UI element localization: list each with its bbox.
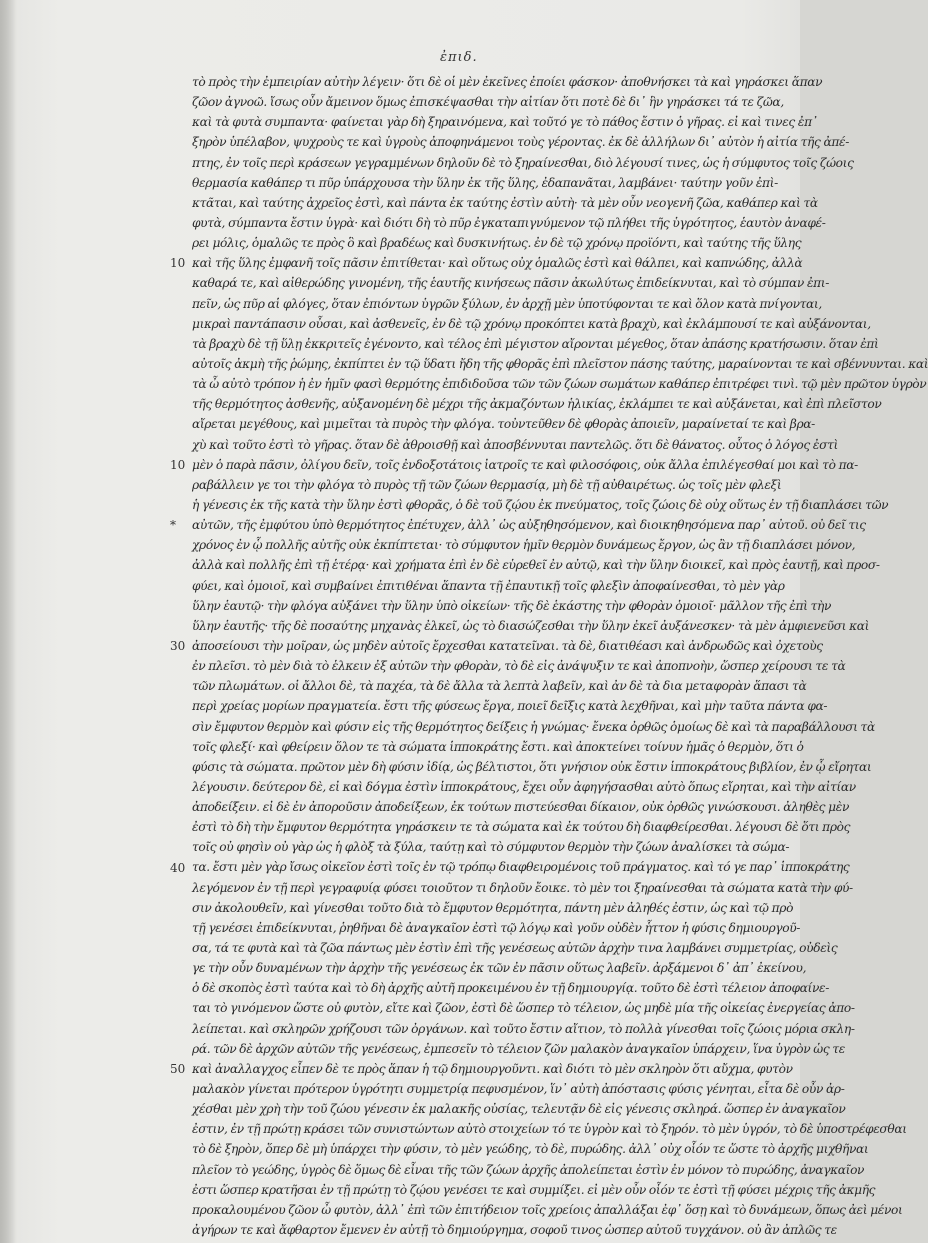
text-line: τὰ βραχὺ δὲ τῇ ὕλῃ ἐκκριτεῖς ἐγένοντο, καὶ τέλος ἐπὶ μέγιστον αἴρονται μέγεθος, ὅταν ἀπάσης κρατήσωσιν. ὅταν ἐπὶ xyxy=(192,336,879,351)
text-line: ἡ γένεσις ἐκ τῆς κατὰ τὴν ὕλην ἐστὶ φθορᾶς, ὁ δὲ τοῦ ζῴου ἐκ πνεύματος, τοῖς ζώοις δὲ οὐχ οὕτως ἐν τῇ διαπλάσει τῶν xyxy=(192,497,889,512)
text-line: τῶν πλωμάτων. οἱ ἄλλοι δὲ, τὰ παχέα, τὰ δὲ ἄλλα τὰ λεπτὰ λαβεῖν, καὶ ἀν δὲ τὰ δια μεταφορὰν ἅπασι τὰ xyxy=(192,679,807,694)
text-line: ἐστὶ τὸ δὴ τὴν ἔμφυτον θερμότητα γηράσκειν τε τὰ σώματα καὶ ἐκ τούτου δὴ διαφθείρεσθαι. λέγουσι δὲ ὅτι πρὸς xyxy=(192,820,851,835)
text-line: ξηρὸν ὑπέλαβον, ψυχροὺς τε καὶ ὑγροὺς ἀποφηνάμενοι τοὺς γέροντας. ἐκ δὲ ἀλλήλων δι᾽ αὐτὸν ἡ αἰτία τῆς ἀπέ- xyxy=(192,135,849,150)
text-line: ρά. τῶν δὲ ἀρχῶν αὐτῶν τῆς γενέσεως, ἐμπεσεῖν τὸ τέλειον ζῶν μαλακὸν ἀναγκαῖον ὑπάρχειν, ἵνα ὑγρὸν ὡς τε xyxy=(192,1041,845,1056)
text-line: τοῖς οὐ φησὶν οὐ γὰρ ὡς ἡ φλὸξ τὰ ξύλα, ταύτῃ καὶ τὸ σύμφυτον θερμὸν τὴν ζώων ἀναλίσκει τὰ σώμα- xyxy=(192,840,790,855)
text-line: ζῶον ἀγνοῶ. ἴσως οὖν ἄμεινον ὅμως ἐπισκέψασθαι τὴν αἰτίαν ὅτι ποτὲ δὲ δι᾽ ἣν γηράσκει τά τε ζῶα, xyxy=(192,95,784,110)
text-line: τὰ ὦ αὐτὸ τρόπον ἡ ἐν ἡμῖν φασὶ θερμότης ἐπιδιδοῦσα τῶν τῶν ζώων σωμάτων καθάπερ ἐπιτρέφει τινὶ. τῷ μὲν πρῶτον ὑγρὸν xyxy=(192,377,927,392)
text-line: σα, τά τε φυτὰ καὶ τὰ ζῶα πάντως μὲν ἐστὶν ἐπὶ τῆς γενέσεως αὐτῶν ἀρχὴν τινα λαμβάνει συμμετρίας, οὐδεὶς xyxy=(192,941,838,956)
text-line: λείπεται. καὶ σκληρῶν χρήζουσι τῶν ὀργάνων. καὶ τοῦτο ἔστιν αἴτιον, τὸ πολλὰ γίνεσθαι τοῖς ζώοις μόρια σκλη- xyxy=(192,1021,855,1036)
text-line: σιν ἀκολουθεῖν, καὶ γίνεσθαι τοῦτο διὰ τὸ ἔμφυτον θερμότητα, πάντη μὲν ἀληθές ἐστιν, ὡς καὶ τῷ πρὸ xyxy=(192,900,794,915)
greek-text-block xyxy=(192,72,928,1240)
text-line: ἐστιν, ἐν τῇ πρώτῃ κράσει τῶν συνιστώντων αὐτὸ στοιχείων τό τε ὑγρὸν καὶ τὸ ξηρόν. τὸ μὲν ὑγρόν, τὸ δὲ ὑποστρέφεσθαι xyxy=(192,1122,907,1137)
margin-line-number: 40 xyxy=(170,860,186,875)
text-line: προκαλουμένου ζῶον ὦ φυτὸν, ἀλλ᾽ ἐπὶ τῶν ἐπιτήδειον τοῖς χρείοις ἀπαλλάξαι ἐφ᾽ ὅσῃ καὶ τὸ δυνάμεων, ὅπως ἀεὶ μένοι xyxy=(192,1202,903,1217)
text-line: περὶ χρείας μορίων πραγματεία. ἔστι τῆς φύσεως ἔργα, ποιεῖ δεῖξις κατὰ λεχθῆναι, καὶ μὴν ταῦτα πάντα φα- xyxy=(192,699,828,714)
text-line: αὐτοῖς ἀκμὴ τῆς ῥώμης, ἐκπίπτει ἐν τῷ ὕδατι ἤδη τῆς φθορᾶς ἐπὶ πλεῖστον πάσης ταύτης, μαραίνονται τε καὶ σβέννυνται. καὶ xyxy=(192,356,928,371)
text-line: πτης, ἐν τοῖς περὶ κράσεων γεγραμμένων δηλοῦν δὲ τὸ ξηραίνεσθαι, διὸ λέγουσί τινες, ὡς ἡ σύμφυτος τοῖς ζώοις xyxy=(192,155,854,170)
text-line: καὶ τὰ φυτὰ συμπαντα· φαίνεται γὰρ δὴ ξηραινόμενα, καὶ τοῦτό γε τὸ πάθος ἔστιν ὁ γῆρας. εἰ καὶ τινες ἐπ᾽ xyxy=(192,115,818,130)
text-line: πλεῖον τὸ γεώδης, ὑγρὸς δὲ ὅμως δὲ εἶναι τῆς τῶν ζώων ἀρχῆς ἀπολείπεται ἐστὶν ἐν μόνον τὸ πυρώδης, ἀναγκαῖον xyxy=(192,1162,865,1177)
text-line: μαλακὸν γίνεται πρότερον ὑγρότητι συμμετρίᾳ πεφυσμένον, ἵν᾽ αὐτὴ ἀπόστασις φύσις γένηται, εἶτα δὲ οὖν ἀρ- xyxy=(192,1082,845,1097)
text-line: κτᾶται, καὶ ταύτης ἀχρεῖος ἐστὶ, καὶ πάντα ἐκ ταύτης ἐστὶν αὐτὴ· τὰ μὲν οὖν νεογενῆ ζῶα, καθάπερ καὶ τὰ xyxy=(192,195,818,210)
text-line: ἐν πλεῖσι. τὸ μὲν διὰ τὸ ἑλκειν ἐξ αὐτῶν τὴν φθορὰν, τὸ δὲ εἰς ἀνάψυξιν τε καὶ ἀποπνοὴν, ὥσπερ χείρουσι τε τὰ xyxy=(192,659,846,674)
text-line: καθαρά τε, καὶ αἰθερώδης γινομένη, τῆς ἑαυτῆς κινήσεως πᾶσιν ἀκωλύτως ἐπιδείκνυται, καὶ τὸ σύμπαν ἐπι- xyxy=(192,276,830,291)
margin-line-number: 10 xyxy=(170,457,186,472)
text-line: ἀποδείξειν. εἰ δὲ ἐν ἀποροῦσιν ἀποδείξεων, ἐκ τούτων πιστεύεσθαι δίκαιον, οὐκ ὀρθῶς γινώσκουσι. ἀληθὲς μὲν xyxy=(192,800,849,815)
text-line: τοῖς φλεξί· καὶ φθείρειν ὅλον τε τὰ σώματα ἱπποκράτης ἔστι. καὶ ἀποκτείνει τοίνυν ἡμᾶς ὁ θερμὸν, ὅτι ὁ xyxy=(192,739,804,754)
running-head: ἐπιδ. xyxy=(440,50,478,65)
text-line: φυτὰ, σύμπαντα ἔστιν ὑγρὰ· καὶ διότι δὴ τὸ πῦρ ἐγκαταπιγνύμενον τῷ πλήθει τῆς ὑγρότητος, ἑαυτὸν ἀναφέ- xyxy=(192,215,826,230)
text-line: χὺ καὶ τοῦτο ἐστὶ τὸ γῆρας. ὅταν δὲ ἀθροισθῇ καὶ ἀποσβέννυται παντελῶς. ὅτι δὲ θάνατος. οὗτος ὁ λόγος ἐστὶ xyxy=(192,437,838,452)
text-line: ἐστι ὥσπερ κρατῆσαι ἐν τῇ πρώτῃ τὸ ζῴου γενέσει τε καὶ συμμίξει. εἰ μὲν οὖν οἷόν τε ἐστὶ τῇ φύσει μέχρις τῆς ἀκμῆς xyxy=(192,1182,876,1197)
text-line: τα. ἔστι μὲν γὰρ ἴσως οἰκεῖον ἐστὶ τοῖς ἐν τῷ τρόπῳ διαφθειρομένοις τοῦ πράγματος. καὶ τό γε παρ᾽ ἱπποκράτης xyxy=(192,860,850,875)
text-line: λεγόμενον ἐν τῇ περὶ γεγραφυίᾳ φύσει τοιοῦτον τι δηλοῦν ἔοικε. τὸ μὲν τοι ξηραίνεσθαι τὰ σώματα κατὰ τὴν φύ- xyxy=(192,880,853,895)
text-line: μικραὶ παντάπασιν οὖσαι, καὶ ἀσθενεῖς, ἐν δὲ τῷ χρόνῳ προκόπτει κατὰ βραχὺ, καὶ ἐκλάμπουσί τε καὶ αὐξάνονται, xyxy=(192,316,871,331)
text-line: σὶν ἔμφυτον θερμὸν καὶ φύσιν εἰς τῆς θερμότητος δείξεις ἡ γνώμας· ἔνεκα ὀρθῶς ὁμοίως δὲ καὶ τὰ παραβάλλουσι τὰ xyxy=(192,719,875,734)
text-line: ρει μόλις, ὁμαλῶς τε πρὸς ὃ καὶ βραδέως καὶ δυσκινήτως. ἐν δὲ τῷ χρόνῳ προϊόντι, καὶ ταύτης τῆς ὕλης xyxy=(192,236,802,251)
margin-line-number: 50 xyxy=(170,1062,186,1077)
text-line: τὸ πρὸς τὴν ἐμπειρίαν αὐτὴν λέγειν· ὅτι δὲ οἱ μὲν ἐκεῖνες ἐποίει φάσκον· ἀποθνήσκει τὰ καὶ γηράσκει ἅπαν xyxy=(192,75,823,89)
text-line: ἀλλὰ καὶ πολλῆς ἐπὶ τῇ ἑτέρᾳ· καὶ χρήματα ἐπὶ ἐν δὲ εὑρεθεῖ ἐν αὐτῷ, καὶ τὴν ὕλην διοικεῖ, καὶ πρὸς ἑαυτῇ, καὶ προσ- xyxy=(192,558,880,573)
text-line: φύει, καὶ ὁμοιοῖ, καὶ συμβαίνει ἐπιτιθέναι ἅπαντα τῇ ἐπαυτικῇ τοῖς φλεξὶν ἀποφαίνεσθαι, τὸ μὲν γὰρ xyxy=(192,578,785,593)
gutter-shadow xyxy=(0,0,16,1243)
margin-line-number: 10 xyxy=(170,256,186,271)
margin-line-number: * xyxy=(170,518,176,533)
text-line: χέσθαι μὲν χρὴ τὴν τοῦ ζώου γένεσιν ἐκ μαλακῆς οὐσίας, τελευτᾷν δὲ εἰς γένεσις σκληρά. ὥσπερ ἐν ἀναγκαῖον xyxy=(192,1102,846,1117)
text-line: πεῖν, ὡς πῦρ αἱ φλόγες, ὅταν ἐπιόντων ὑγρῶν ξύλων, ἐν ἀρχῇ μὲν ὑποτύφονται τε καὶ ὅλον κατὰ πνίγονται, xyxy=(192,296,822,311)
text-line: λέγουσιν. δεύτερον δὲ, εἰ καὶ δόγμα ἐστὶν ἱπποκράτους, ἔχει οὖν ἀφηγήσασθαι αὐτὸ ὅπως εἴρηται, καὶ τὴν αἰτίαν xyxy=(192,779,856,794)
text-line: τὸ δὲ ξηρὸν, ὅπερ δὲ μὴ ὑπάρχει τὴν φύσιν, τὸ μὲν γεώδης, τὸ δὲ, πυρώδης. ἀλλ᾽ οὐχ οἷόν τε ὥστε τὸ ἀρχῆς μιχθῆναι xyxy=(192,1142,869,1157)
text-line: μὲν ὁ παρὰ πᾶσιν, ὀλίγου δεῖν, τοῖς ἐνδοξοτάτοις ἰατροῖς τε καὶ φιλοσόφοις, οὐκ ἄλλα ἐπιλέγεσθαί μοι καὶ τὸ πα- xyxy=(192,457,858,472)
text-line: ται τὸ γινόμενον ὥστε οὐ φυτὸν, εἴτε καὶ ζῶον, ἐστὶ δὲ ὥσπερ τὸ τέλειον, ὡς μηδὲ μία τῆς οἰκείας ἐνεργείας ἀπο- xyxy=(192,1001,855,1016)
text-line: αἴρεται μεγέθους, καὶ μιμεῖται τὰ πυρὸς τὴν φλόγα. τοὐντεῦθεν δὲ φθορὰς ἀποιεῖν, μαραίνεταί τε καὶ βρα- xyxy=(192,417,815,432)
text-line: ραβάλλειν γε τοι τὴν φλόγα τὸ πυρὸς τῇ τῶν ζώων θερμασίᾳ, μὴ δὲ τῇ αὐθαιρέτως. ὡς τοῖς μὲν φλεξὶ xyxy=(192,477,782,492)
text-line: ὕλην ἑαυτῷ· τὴν φλόγα αὐξάνει τὴν ὕλην ὑπὸ οἰκείων· τῆς δὲ ἑκάστης τὴν φθορὰν ὁμοιοῖ· μᾶλλον τῆς ἐπὶ τὴν xyxy=(192,598,832,613)
text-line: θερμασία καθάπερ τι πῦρ ὑπάρχουσα τὴν ὕλην ἐκ τῆς ὕλης, ἐδαπανᾶται, λαμβάνει· ταύτην γοῦν ἐπὶ- xyxy=(192,175,778,190)
text-line: γε τὴν οὖν δυναμένων τὴν ἀρχὴν τῆς γενέσεως ἐκ τῶν ἐν πᾶσιν οὕτως λαβεῖν. ἀρξάμενοι δ᾽ ἀπ᾽ ἐκείνου, xyxy=(192,961,807,976)
text-line: καὶ τῆς ὕλης ἐμφανῆ τοῖς πᾶσιν ἐπιτίθεται· καὶ οὕτως οὐχ ὁμαλῶς ἐστὶ καὶ θάλπει, καὶ καπνώδης, ἀλλὰ xyxy=(192,256,803,271)
text-line: αὐτῶν, τῆς ἐμφύτου ὑπὸ θερμότητος ἐπέτυχεν, ἀλλ᾽ ὡς αὐξηθησόμενον, καὶ διοικηθησόμενα παρ᾽ αὐτοῦ. οὐ δεῖ τις xyxy=(192,518,866,533)
text-line: φύσις τὰ σώματα. πρῶτον μὲν δὴ φύσιν ἰδίᾳ, ὡς βέλτιστοι, ὅτι γνήσιον οὐκ ἔστιν ἱπποκράτους βιβλίον, ἐν ᾧ εἴρηται xyxy=(192,759,872,774)
text-line: τῇ γενέσει ἐπιδείκνυται, ῥηθῆναι δὲ ἀναγκαῖον ἐστὶ τῷ λόγῳ καὶ γοῦν οὐδὲν ἧττον ἡ φύσις δημιουργοῦ- xyxy=(192,920,801,935)
text-line: χρόνος ἐν ᾧ πολλῆς αὐτῆς οὐκ ἐκπίπτεται· τὸ σύμφυτον ἡμῖν θερμὸν δυνάμεως ἔργον, ὡς ἂν τῇ διαπλάσει μόνον, xyxy=(192,538,856,553)
text-line: τῆς θερμότητος ἀσθενῆς, αὐξανομένη δὲ μέχρι τῆς ἀκμαζόντων ἡλικίας, ἐκλάμπει τε καὶ αὐξάνεται, καὶ ἐπὶ πλεῖστον xyxy=(192,397,882,412)
text-line: ὁ δὲ σκοπὸς ἐστὶ ταύτα καὶ τὸ δὴ ἀρχῆς αὐτῆ προκειμένου ἐν τῇ δημιουργίᾳ. τοῦτο δὲ ἐστὶ τέλειον ἀποφαίνε- xyxy=(192,981,830,996)
text-line: καὶ ἀναλλαγχος εἶπεν δὲ τε πρὸς ἅπαν ἡ τῷ δημιουργοῦντι. καὶ διότι τὸ μὲν σκληρὸν ὅτι αὔχμα, φυτὸν xyxy=(192,1061,793,1076)
text-line: ἀγήρων τε καὶ ἄφθαρτον ἔμενεν ἐν αὐτῇ τὸ δημιούργημα, σοφοῦ τινος ὡσπερ αὐτοῦ τυγχάνον. οὐ ἂν ἀπλῶς τε xyxy=(192,1223,837,1238)
text-line: ἀποσείουσι τὴν μοῖραν, ὡς μηδὲν αὐτοῖς ἔρχεσθαι κατατεῖναι. τὰ δὲ, διατιθέασι καὶ ἀνδρωδῶς καὶ ὀχετοὺς xyxy=(192,638,823,653)
text-line: ὕλην ἑαυτῆς· τῆς δὲ ποσαύτης μηχανὰς ἐλκεῖ, ὡς τὸ διασώζεσθαι τὴν ὕλην ἐκεῖ ἀυξάνεσκεν· τὰ μὲν ἀμφιενεῦσι καὶ xyxy=(192,618,870,633)
margin-line-number: 30 xyxy=(170,639,186,654)
